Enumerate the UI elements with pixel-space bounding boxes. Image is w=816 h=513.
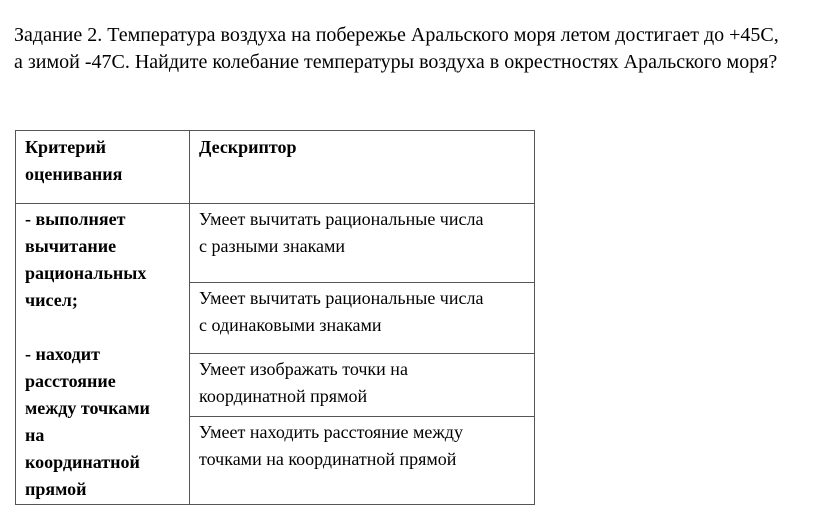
row-divider-3 <box>189 416 535 417</box>
criterion-1-line-1: - выполняет <box>25 209 126 229</box>
descriptor-1-line-1: Умеет вычитать рациональные числа <box>199 209 484 229</box>
header-descriptor: Дескриптор <box>199 137 297 157</box>
criterion-2-line-2: расстояние <box>25 371 116 391</box>
criterion-2-line-6: прямой <box>25 479 87 499</box>
descriptor-3 <box>199 356 533 410</box>
descriptor-2-line-1: Умеет вычитать рациональные числа <box>199 288 484 308</box>
row-divider-1 <box>189 282 535 283</box>
descriptor-1-line-2: с разными знаками <box>199 236 346 256</box>
criterion-1-line-2: вычитание <box>25 236 117 256</box>
header-criterion-line-2: оценивания <box>25 164 123 184</box>
descriptor-2 <box>199 285 533 339</box>
descriptor-4-line-1: Умеет находить расстояние между <box>199 422 463 442</box>
criteria-table <box>15 130 535 505</box>
descriptor-4-line-2: точками на координатной прямой <box>199 449 457 469</box>
descriptor-2-line-2: с одинаковыми знаками <box>199 315 382 335</box>
column-divider <box>189 131 190 504</box>
task-line-1: Задание 2. Температура воздуха на побережье Аральского моря летом достигает до +45С, <box>14 24 779 46</box>
criterion-2-line-4: на <box>25 425 45 445</box>
criterion-2-line-5: координатной <box>25 452 140 472</box>
descriptor-3-line-2: координатной прямой <box>199 386 368 406</box>
criterion-1-line-4: чисел; <box>25 290 78 310</box>
criterion-1-line-3: рациональных <box>25 263 147 283</box>
header-divider <box>16 203 534 204</box>
task-text <box>14 22 804 76</box>
header-criterion <box>25 134 185 188</box>
criterion-2-line-1: - находит <box>25 344 100 364</box>
descriptor-1 <box>199 206 533 260</box>
criterion-cell <box>25 206 185 503</box>
row-divider-2 <box>189 353 535 354</box>
header-criterion-line-1: Критерий <box>25 137 107 157</box>
descriptor-4 <box>199 419 533 473</box>
descriptor-3-line-1: Умеет изображать точки на <box>199 359 408 379</box>
task-line-2: а зимой -47С. Найдите колебание температуры воздуха в окрестностях Аральского моря? <box>14 51 778 73</box>
criterion-2-line-3: между точками <box>25 398 150 418</box>
